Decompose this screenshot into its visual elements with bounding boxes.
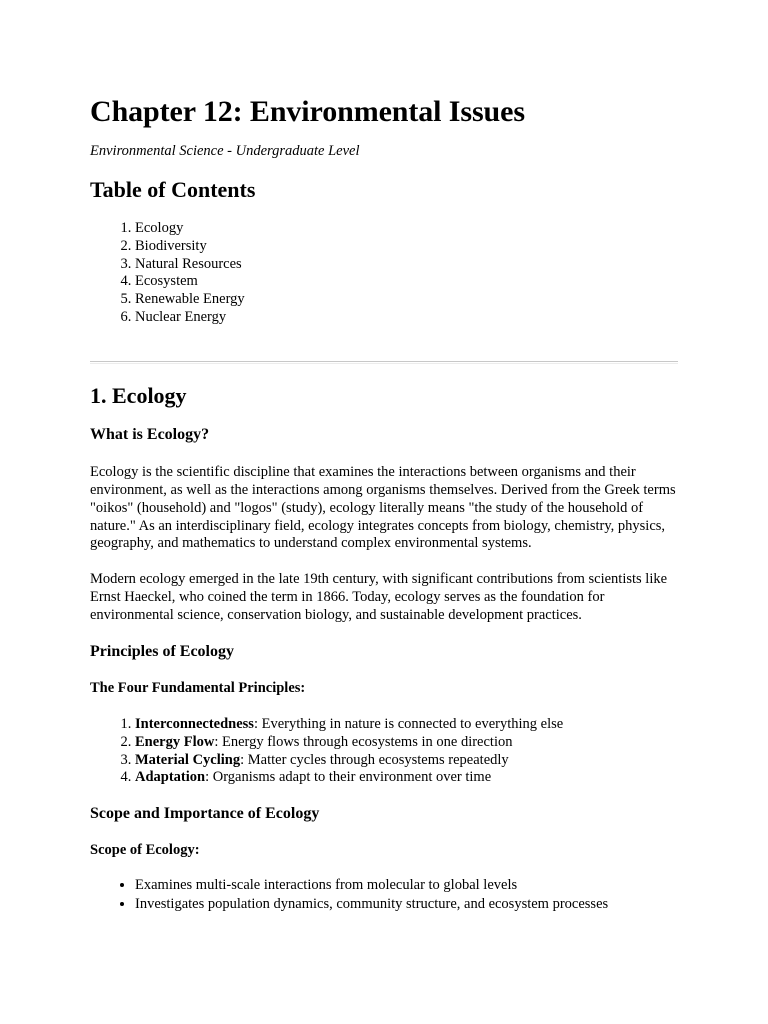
principle-desc: : Matter cycles through ecosystems repeatedly — [240, 751, 509, 768]
scope-item: • Investigates population dynamics, community structure, and ecosystem processes — [135, 895, 678, 914]
toc-item-biodiversity: 2. Biodiversity — [135, 238, 678, 256]
principle-desc: : Energy flows through ecosystems in one direction — [214, 733, 513, 750]
principles-list — [90, 716, 678, 787]
principle-item — [135, 752, 678, 770]
principles-subheading: The Four Fundamental Principles: — [90, 680, 306, 697]
ecology-paragraph-1: Ecology is the scientific discipline that examines the interactions between organisms and their environment, as well as the interactions among organisms themselves. Derived from the Greek terms "oikos" (household) and "logos" (study), ecology literally means "the study of the household of nature." As an interdisciplinary field, ecology integrates concepts from biology, chemistry, physics, geography, and mathematics to understand complex environmental systems. — [90, 463, 676, 552]
toc-heading: Table of Contents — [90, 177, 256, 202]
toc-list — [90, 220, 678, 327]
toc-item-nuclear-energy: 6. Nuclear Energy — [135, 309, 678, 327]
toc-item-renewable-energy: 5. Renewable Energy — [135, 291, 678, 309]
scope-heading: Scope and Importance of Ecology — [90, 805, 320, 823]
page-subtitle: Environmental Science - Undergraduate Level — [90, 143, 360, 159]
ecology-paragraph-2: Modern ecology emerged in the late 19th century, with significant contributions from scientists like Ernst Haeckel, who coined the term in 1866. Today, ecology serves as the foundation for environmental science, conservation biology, and sustainable development practices. — [90, 571, 668, 624]
principle-item — [135, 769, 678, 787]
principle-term: Energy Flow — [135, 733, 215, 750]
toc-item-ecosystem: 4. Ecosystem — [135, 273, 678, 291]
principle-term: Material Cycling — [135, 751, 241, 768]
principle-term: Interconnectedness — [135, 716, 254, 733]
principle-item — [135, 734, 678, 752]
principles-heading: Principles of Ecology — [90, 643, 234, 661]
page-title: Chapter 12: Environmental Issues — [90, 95, 525, 128]
principle-item — [135, 716, 678, 734]
principle-desc: : Everything in nature is connected to everything else — [253, 716, 564, 733]
scope-subheading: Scope of Ecology: — [90, 842, 200, 859]
scope-list — [90, 876, 678, 913]
principle-term: Adaptation — [135, 769, 206, 786]
toc-item-ecology: 1. Ecology — [135, 220, 678, 238]
section-heading-ecology: 1. Ecology — [90, 382, 187, 408]
toc-item-natural-resources: 3. Natural Resources — [135, 256, 678, 274]
section-divider — [90, 361, 678, 364]
principle-desc: : Organisms adapt to their environment over time — [205, 769, 492, 786]
scope-item: • Examines multi-scale interactions from molecular to global levels — [135, 876, 678, 895]
what-is-ecology-heading: What is Ecology? — [90, 425, 210, 443]
